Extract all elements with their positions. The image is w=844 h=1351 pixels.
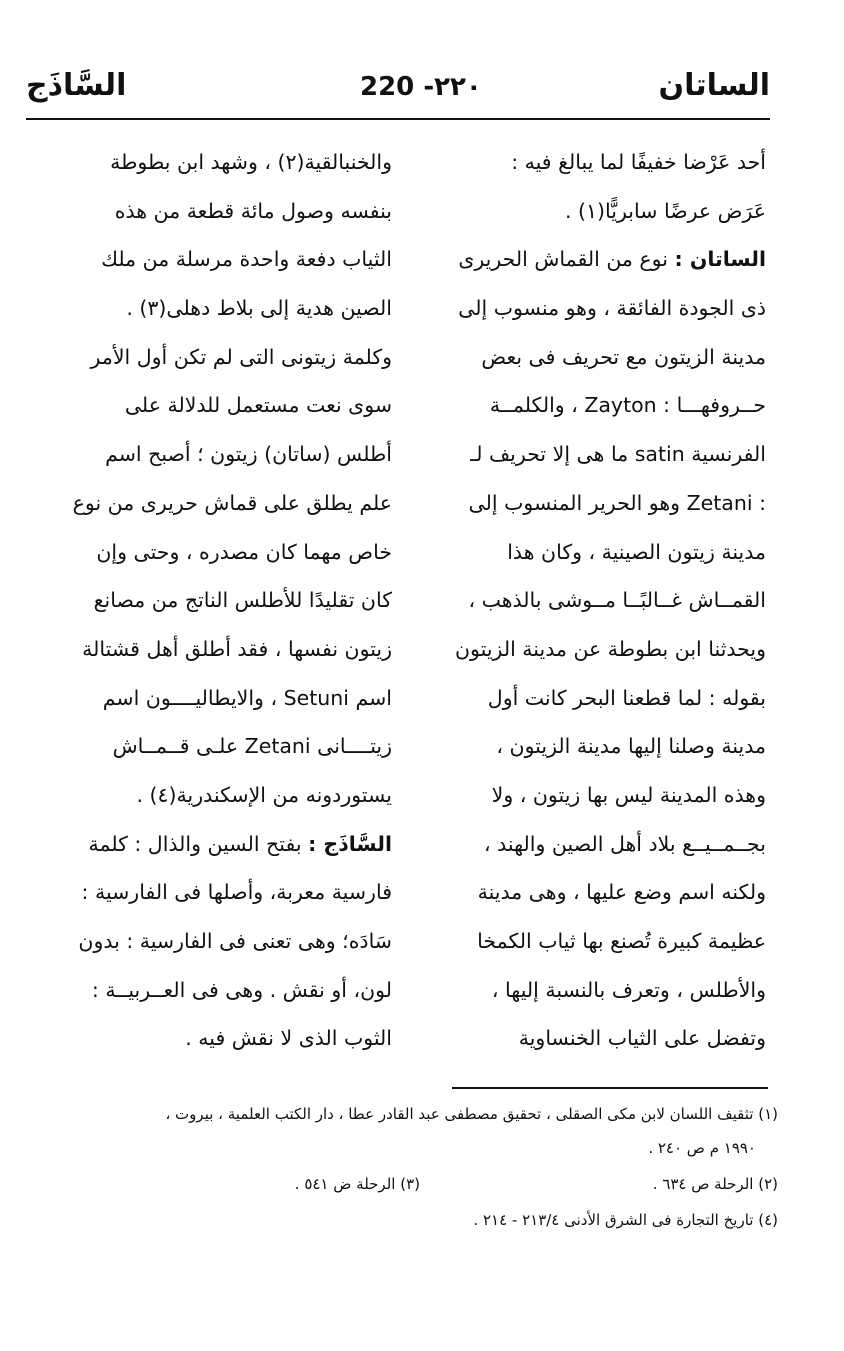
- header-right-title: الساتان: [658, 68, 770, 103]
- text-line: وتفضل على الثياب الخنساوية: [518, 1026, 766, 1051]
- text-line: والأطلس ، وتعرف بالنسبة إليها ،: [491, 977, 766, 1002]
- footnote-1: (١) تثقيف اللسان لابن مكى الصقلى ، تحقيق مصطفى عبد القادر عطا ، دار الكتب العلمية ، بيروت ،: [165, 1105, 778, 1123]
- footnote-3: (٣) الرحلة ض ٥٤١ .: [294, 1175, 420, 1193]
- text-line: القمــاش غــالبًــا مــوشى بالذهب ،: [468, 588, 766, 613]
- text-line: حــروفهـــا : Zayton ، والكلمــة: [489, 393, 766, 418]
- text-line: أطلس (ساتان) زيتون ؛ أصبح اسم: [105, 442, 392, 467]
- text-line: وهذه المدينة ليس بها زيتون ، ولا: [491, 782, 766, 807]
- entry-text: بفتح السين والذال : كلمة: [88, 831, 309, 856]
- text-line: فارسية معربة، وأصلها فى الفارسية :: [81, 880, 392, 905]
- text-line: مدينة وصلنا إليها مدينة الزيتون ،: [496, 734, 766, 759]
- text-line: أحد عَرْضا خفيفًا لما يبالغ فيه :: [511, 150, 766, 174]
- left-column: [48, 138, 392, 1063]
- text-line: الثياب دفعة واحدة مرسلة من ملك: [101, 247, 392, 272]
- text-line: الفرنسية satin ما هى إلا تحريف لـ: [470, 442, 766, 467]
- text-line: ويحدثنا ابن بطوطة عن مدينة الزيتون: [455, 636, 766, 661]
- text-line: زيتــــانى Zetani علـى قــمــاش: [112, 734, 392, 759]
- text-line: زيتون نفسها ، فقد أطلق أهل قشتالة: [82, 636, 392, 661]
- text-line: الثوب الذى لا نقش فيه .: [185, 1026, 392, 1051]
- text-line: بجــمــيــع بلاد أهل الصين والهند ،: [484, 831, 766, 856]
- right-column: [434, 138, 766, 1063]
- header-left-title: السَّاذَج: [26, 68, 127, 103]
- footnote-1-continued: ١٩٩٠ م ص ٢٤٠ .: [648, 1139, 756, 1157]
- text-line: علم يطلق على قماش حريرى من نوع: [72, 490, 392, 515]
- page-header: [26, 64, 770, 116]
- footnote-2: (٢) الرحلة ص ٦٣٤ .: [652, 1175, 778, 1193]
- footnote-rule: [452, 1087, 768, 1089]
- text-line: بنفسه وصول مائة قطعة من هذه: [114, 198, 392, 223]
- text-line: : Zetani وهو الحرير المنسوب إلى: [468, 490, 766, 515]
- entry-line: [48, 820, 392, 869]
- text-line: عَرَض عرضًا سابريًّا(١) .: [565, 198, 766, 223]
- text-line: وكلمة زيتونى التى لم تكن أول الأمر: [90, 344, 392, 369]
- text-line: مدينة زيتون الصينية ، وكان هذا: [507, 539, 766, 564]
- text-line: سَادَه؛ وهى تعنى فى الفارسية : بدون: [78, 929, 392, 953]
- text-line: خاص مهما كان مصدره ، وحتى وإن: [96, 539, 392, 564]
- text-line: اسم Setuni ، والايطاليــــون اسم: [102, 685, 392, 710]
- text-line: بقوله : لما قطعنا البحر كانت أول: [487, 685, 766, 710]
- text-line: مدينة الزيتون مع تحريف فى بعض: [481, 344, 766, 369]
- text-line: والخنبالقية(٢) ، وشهد ابن بطوطة: [110, 150, 392, 174]
- text-line: ولكنه اسم وضع عليها ، وهى مدينة: [477, 880, 766, 905]
- text-line: ذى الجودة الفائقة ، وهو منسوب إلى: [458, 296, 766, 321]
- text-line: كان تقليدًا للأطلس الناتج من مصانع: [93, 588, 392, 613]
- text-line: سوى نعت مستعمل للدلالة على: [124, 393, 392, 418]
- entry-text: نوع من القماش الحريرى: [458, 247, 675, 272]
- text-line: لون، أو نقش . وهى فى العــربيــة :: [91, 977, 392, 1002]
- entry-term: الساتان :: [674, 247, 766, 272]
- text-line: عظيمة كبيرة تُصنع بها ثياب الكمخا: [477, 929, 766, 953]
- header-rule: [26, 118, 770, 120]
- footnote-4: (٤) تاريخ التجارة فى الشرق الأدنى ٢١٣/٤ - ٢١٤ .: [473, 1211, 778, 1229]
- text-line: الصين هدية إلى بلاط دهلى(٣) .: [126, 296, 392, 321]
- text-line: يستوردونه من الإسكندرية(٤) .: [136, 782, 392, 807]
- entry-line: [434, 235, 766, 284]
- entry-term: السَّاذَج :: [308, 831, 392, 856]
- page-number: 220 -٢٢٠: [360, 72, 482, 102]
